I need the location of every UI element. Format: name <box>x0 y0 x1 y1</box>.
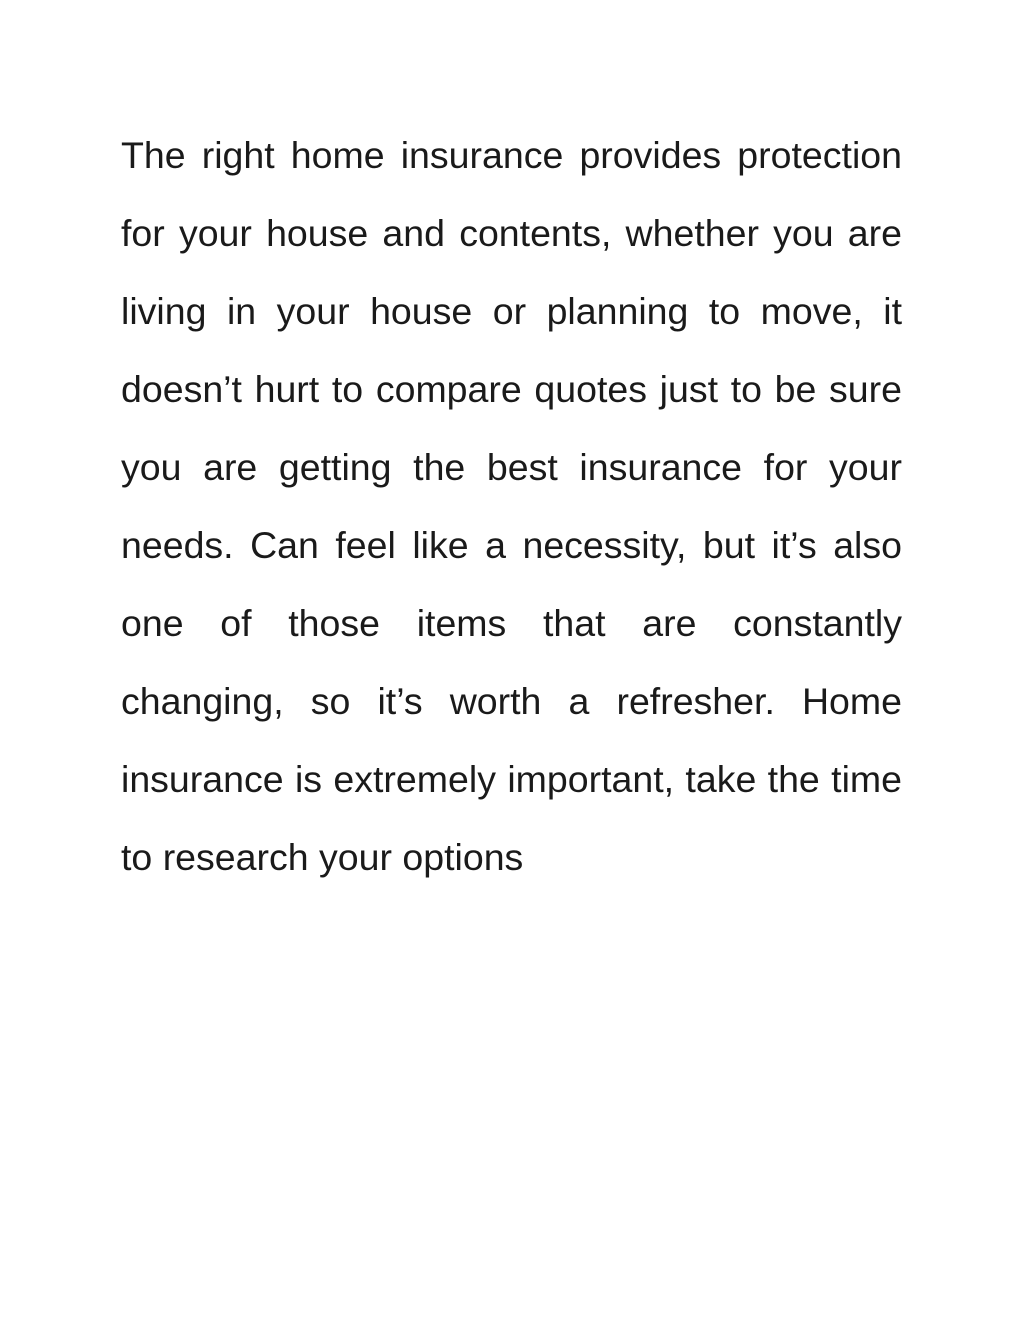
body-paragraph: The right home insurance provides protection for your house and contents, whether you are living in your house or planning to move, it doesn’t hurt to compare quotes just to be sure you are getting the best insurance for your needs. Can feel like a necessity, but it’s also one of those items that are constantly changing, so it’s worth a refresher. Home insurance is extremely important, take the time to research your options <box>121 134 902 878</box>
